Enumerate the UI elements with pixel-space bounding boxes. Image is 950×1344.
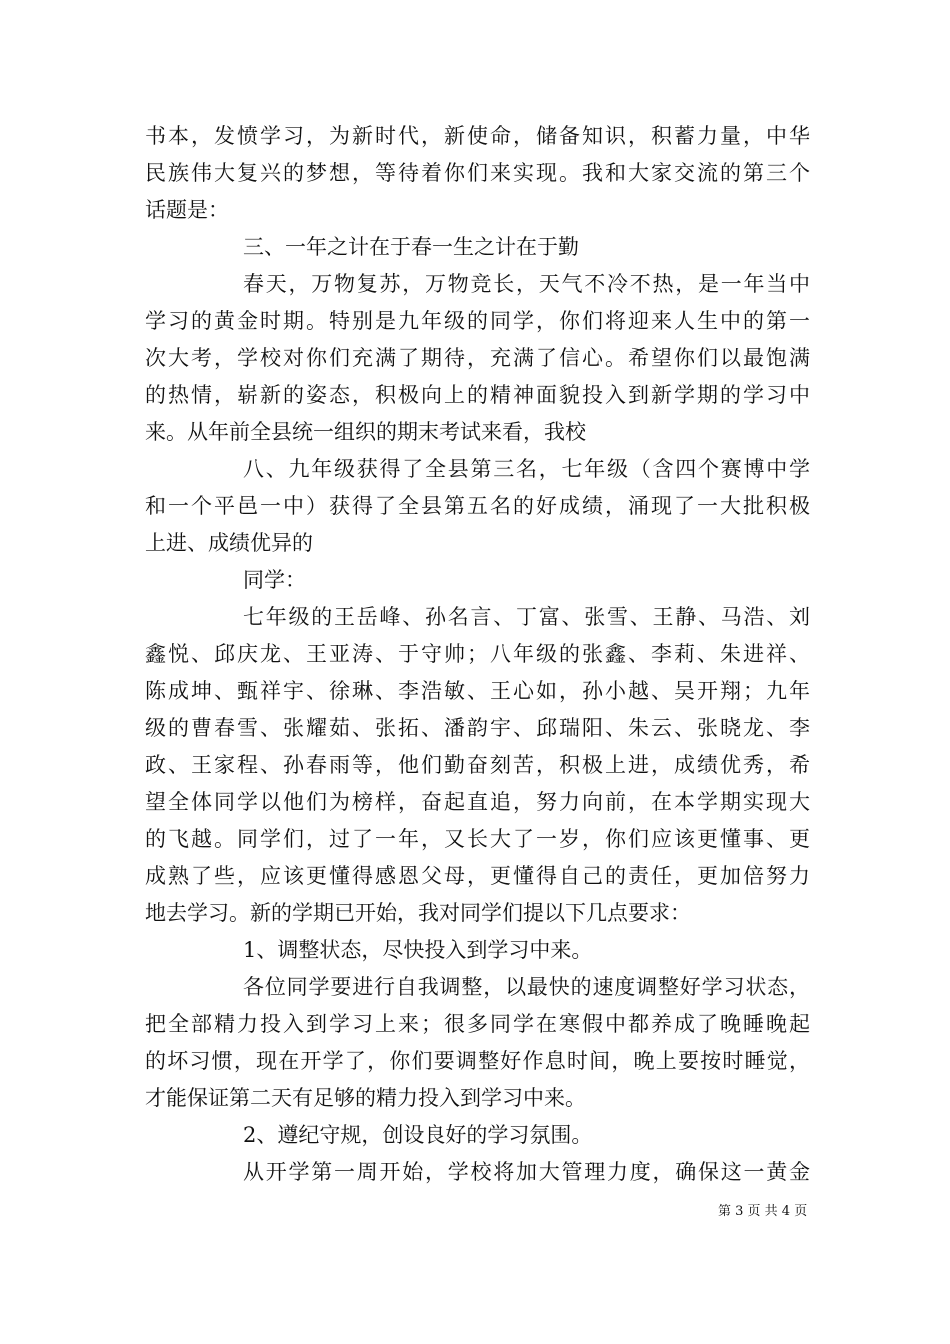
text-line: 级的曹春雪、张耀茹、张拓、潘韵宇、邱瑞阳、朱云、张晓龙、李	[145, 716, 810, 740]
text-line: 书本，发愤学习，为新时代，新使命，储备知识，积蓄力量，中华	[145, 124, 810, 148]
text-line: 把全部精力投入到学习上来；很多同学在寒假中都养成了晚睡晚起	[145, 1012, 810, 1036]
text-line: 成熟了些，应该更懂得感恩父母，更懂得自己的责任，更加倍努力	[145, 864, 810, 888]
text-line: 次大考，学校对你们充满了期待，充满了信心。希望你们以最饱满	[145, 346, 810, 370]
text-line: 七年级的王岳峰、孙名言、丁富、张雪、王静、马浩、刘	[243, 605, 810, 629]
text-line: 的热情，崭新的姿态，积极向上的精神面貌投入到新学期的学习中	[145, 383, 810, 407]
text-line: 地去学习。新的学期已开始，我对同学们提以下几点要求：	[145, 901, 691, 925]
text-line: 学习的黄金时期。特别是九年级的同学，你们将迎来人生中的第一	[145, 309, 810, 333]
text-line: 1、调整状态，尽快投入到学习中来。	[243, 938, 593, 962]
text-line: 话题是：	[145, 198, 229, 222]
text-line: 上进、成绩优异的	[145, 531, 313, 555]
text-line: 鑫悦、邱庆龙、王亚涛、于守帅；八年级的张鑫、李莉、朱进祥、	[145, 642, 810, 666]
text-line: 同学：	[243, 568, 306, 592]
text-line: 望全体同学以他们为榜样，奋起直追，努力向前，在本学期实现大	[145, 790, 810, 814]
text-line: 的飞越。同学们，过了一年，又长大了一岁，你们应该更懂事、更	[145, 827, 810, 851]
text-line: 的坏习惯，现在开学了，你们要调整好作息时间，晚上要按时睡觉，	[145, 1049, 810, 1073]
text-line: 陈成坤、甄祥宇、徐琳、李浩敏、王心如，孙小越、吴开翔；九年	[145, 679, 810, 703]
text-line: 八、九年级获得了全县第三名，七年级（含四个赛博中学	[243, 457, 810, 481]
text-line: 春天，万物复苏，万物竞长，天气不冷不热，是一年当中	[243, 272, 810, 296]
text-line: 民族伟大复兴的梦想，等待着你们来实现。我和大家交流的第三个	[145, 161, 810, 185]
text-line: 来。从年前全县统一组织的期末考试来看，我校	[145, 420, 586, 444]
document-body	[145, 118, 810, 1191]
text-line: 2、遵纪守规，创设良好的学习氛围。	[243, 1123, 593, 1147]
text-line: 三、一年之计在于春一生之计在于勤	[243, 235, 579, 259]
text-line: 各位同学要进行自我调整，以最快的速度调整好学习状态，	[243, 975, 810, 999]
text-line: 和一个平邑一中）获得了全县第五名的好成绩，涌现了一大批积极	[145, 494, 810, 518]
text-line: 政、王家程、孙春雨等，他们勤奋刻苦，积极上进，成绩优秀，希	[145, 753, 810, 777]
text-line: 才能保证第二天有足够的精力投入到学习中来。	[145, 1086, 586, 1110]
page-number-footer: 第 3 页 共 4 页	[718, 1204, 808, 1219]
text-line: 从开学第一周开始，学校将加大管理力度，确保这一黄金	[243, 1160, 810, 1184]
